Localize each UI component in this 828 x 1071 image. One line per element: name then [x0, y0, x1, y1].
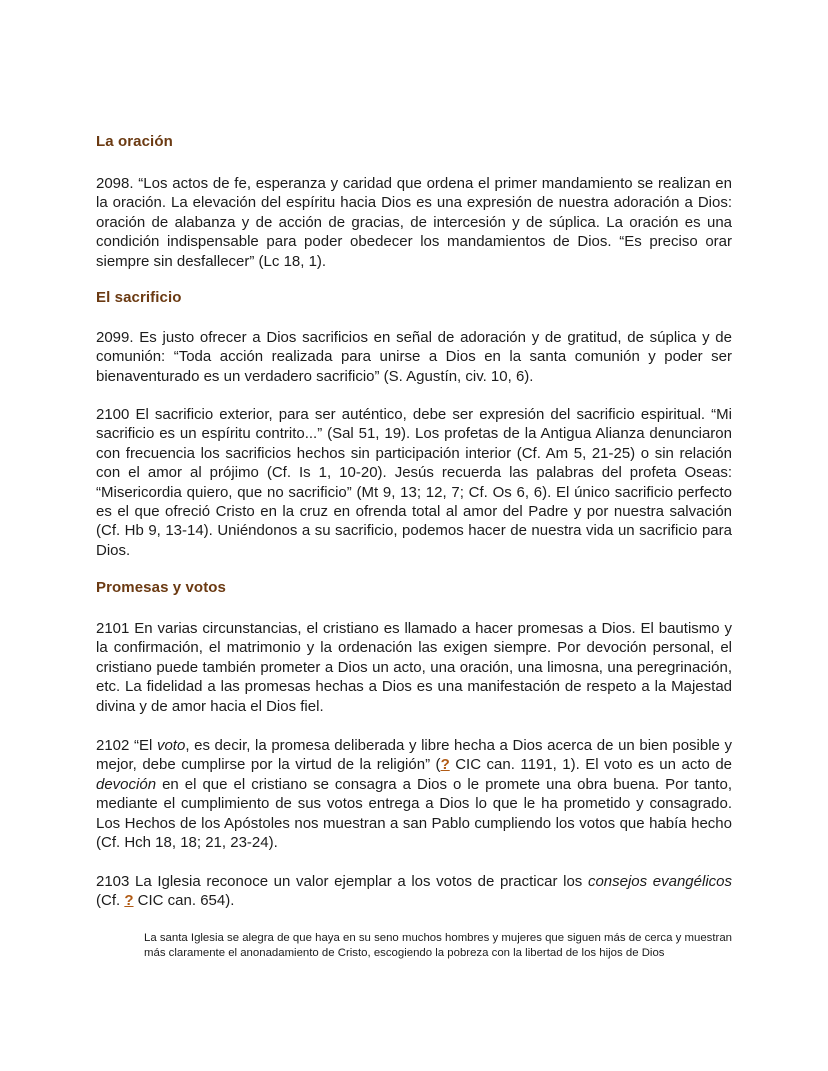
reference-link[interactable]: ? — [440, 756, 450, 774]
paragraph-2099: 2099. Es justo ofrecer a Dios sacrificios en señal de adoración y de gratitud, de súplica y de comunión: “Toda acción realizada para unirse a Dios en la santa comunión y poder ser bienaventurado es un verdadero sacrificio” (S. Agustín, civ. 10, 6). — [96, 329, 732, 385]
text-segment: (Cf. — [96, 892, 125, 910]
paragraph-2101: 2101 En varias circunstancias, el cristiano es llamado a hacer promesas a Dios. El bautismo y la confirmación, el matrimonio y la ordenación las exigen siempre. Por devoción personal, el cristiano puede también prometer a Dios un acto, una oración, una limosna, una peregrinación, etc. La fidelidad a las promesas hechas a Dios es una manifestación de respeto a la Majestad divina y de amor hacia el Dios fiel. — [96, 620, 732, 715]
text-segment: CIC can. 654). — [133, 892, 235, 910]
text-segment: , es decir, la promesa deliberada y libre hecha a Dios acerca de un bien posible y mejor, debe cumplirse por la virtud de la religión” ( — [96, 737, 733, 774]
paragraph-2100: 2100 El sacrificio exterior, para ser auténtico, debe ser expresión del sacrificio espiritual. “Mi sacrificio es un espíritu contrito...” (Sal 51, 19). Los profetas de la Antigua Alianza denunciaron con frecuencia los sacrificios hechos sin participación interior (Cf. Am 5, 21-25) o sin relación con el amor al prójimo (Cf. Is 1, 10-20). Jesús recuerda las palabras del profeta Oseas: “Misericordia quiero, que no sacrificio” (Mt 9, 13; 12, 7; Cf. Os 6, 6). El único sacrificio perfecto es el que ofreció Cristo en la cruz en ofrenda total al amor del Padre y por nuestra salvación (Cf. Hb 9, 13-14). Uniéndonos a su sacrificio, podemos hacer de nuestra vida un sacrificio para Dios. — [96, 406, 732, 559]
reference-link[interactable]: ? — [124, 892, 134, 910]
text-segment: en el que el cristiano se consagra a Dios o le promete una obra buena. Por tanto, mediante el cumplimiento de sus votos entrega a Dios lo que le ha prometido y consagrado. Los Hechos de los Apóstoles nos muestran a san Pablo cumpliendo los votos que había hecho (Cf. Hch 18, 18; 21, 23-24). — [96, 775, 732, 852]
text-segment: 2102 “El — [96, 737, 157, 754]
heading-la-oracion: La oración — [96, 133, 173, 150]
emphasis-voto: voto — [156, 737, 186, 754]
emphasis-devocion: devoción — [96, 775, 157, 793]
heading-promesas-y-votos: Promesas y votos — [96, 579, 226, 596]
text-segment: CIC can. 1191, 1). El voto es un acto de — [449, 756, 732, 774]
paragraph-2102 — [96, 736, 732, 852]
text-segment: 2103 La Iglesia reconoce un valor ejemplar a los votos de practicar los — [96, 873, 588, 890]
emphasis-consejos-evangelicos: consejos evangélicos — [587, 873, 732, 890]
paragraph-2103 — [96, 872, 732, 911]
block-quote: La santa Iglesia se alegra de que haya en su seno muchos hombres y mujeres que siguen más de cerca y muestran más claramente el anonadamiento de Cristo, escogiendo la pobreza con la libertad de los hijos de Dios — [144, 932, 732, 959]
paragraph-2098: 2098. “Los actos de fe, esperanza y caridad que ordena el primer mandamiento se realizan en la oración. La elevación del espíritu hacia Dios es una expresión de nuestra adoración a Dios: oración de alabanza y de acción de gracias, de intercesión y de súplica. La oración es una condición indispensable para poder obedecer los mandamientos de Dios. “Es preciso orar siempre sin desfallecer” (Lc 18, 1). — [96, 175, 732, 270]
heading-el-sacrificio: El sacrificio — [96, 289, 182, 306]
